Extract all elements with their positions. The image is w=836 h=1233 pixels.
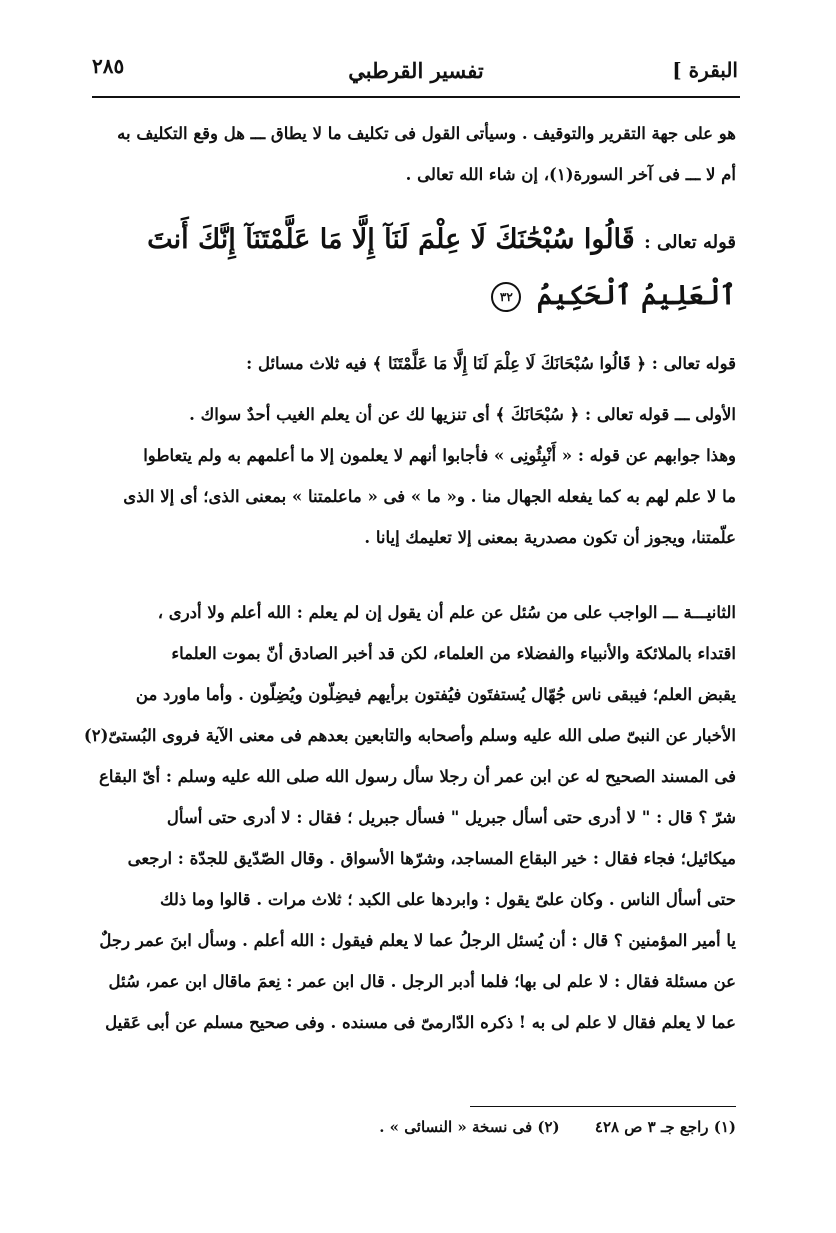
text-line: عن مسئلة فقال : لا علم لى بها؛ فلما أدبر الرجل . قال ابن عمر : نِعمَ ماقال ابن عمر، سُئل [108,972,736,991]
text-line: الثانيـــة ـــ الواجب على من سُئل عن علم أن يقول إن لم يعلم : الله أعلم ولا أدرى ، [157,603,736,622]
text-line: الأخبار عن النبىّ صلى الله عليه وسلم وأصحابه والتابعين بعدهم فى معنى الآية فروى البُستىّ(٢) [83,726,736,745]
text-line: أم لا ـــ فى آخر السورة(١)، إن شاء الله تعالى . [405,165,736,184]
page-header [92,46,740,96]
commentary-block-2 [76,592,736,1043]
text-line: ما لا علم لهم به كما يفعله الجهال منا . و« ما » فى « ماعلمتنا » بمعنى الذى؛ أى إلا الذى [123,487,736,506]
text-line: وهذا جوابهم عن قوله : « أَنْبِئُونِى » فأجابوا أنهم لا يعلمون إلا ما أعلمهم به ولم يتعاطوا [143,446,736,465]
text-line: حتى أسأل الناس . وكان علىّ يقول : وابردها على الكبد ؛ ثلاث مرات . قالوا وما ذلك [159,890,736,909]
text-line: قوله تعالى : ﴿ قَالُوا سُبْحَانَكَ لَا عِلْمَ لَنَا إِلَّا مَا عَلَّمْتَنَا ﴾ فيه ثلاث مسائل : [246,354,736,373]
text-line: عما لا يعلم فقال لا علم لى به ! ذكره الدّارمىّ فى مسنده . وفى صحيح مسلم عن أبى عَقيل [105,1013,736,1032]
verse-number-marker: ٣٢ [491,282,521,312]
text-line: علّمتنا، ويجوز أن تكون مصدرية بمعنى إلا تعليمك إيانا . [364,528,736,547]
footnote-1: (١) راجع جـ ٣ ص ٤٢٨ [594,1118,736,1136]
text-line: شرّ ؟ قال : " لا أدرى حتى أسأل جبريل " فسأل جبريل ؛ فقال : لا أدرى حتى أسأل [166,808,736,827]
verse-text-1: قَالُوا سُبْحَٰنَكَ لَا عِلْمَ لَنَآ إِلَّا مَا عَلَّمْتَنَآ إِنَّكَ أَنتَ [147,224,635,255]
surah-name: البقرة ] [672,58,738,82]
quran-verse [96,212,736,324]
footnote-2: (٢) فى نسخة « النسائى » . [379,1118,560,1136]
commentary-block-1 [76,343,736,558]
verse-line-2 [96,268,736,324]
page-number: ٢٨٥ [92,54,125,78]
running-title: تفسير القرطبي [348,58,484,83]
text-line: اقتداء بالملائكة والأنبياء والفضلاء من العلماء، لكن قد أخبر الصادق أنّ بموت العلماء [171,644,736,663]
verse-text-2: ٱلْعَلِيمُ ٱلْحَكِيمُ [536,280,736,311]
footnotes [300,1112,736,1142]
text-line: يا أمير المؤمنين ؟ قال : أن يُسئل الرجلُ عما لا يعلم فيقول : الله أعلم . وسأل ابنَ عمر رجلٌ [99,931,736,950]
text-line: يقبض العلم؛ فيبقى ناس جُهّال يُستفتَون فيُفتون برأيهم فيضِلّون ويُضِلّون . وأما ماورد من [135,685,736,704]
text-line: الأولى ـــ قوله تعالى : ﴿ سُبْحَانَكَ ﴾ أى تنزيها لك عن أن يعلم الغيب أحدٌ سواك . [189,405,736,424]
intro-paragraph [76,113,736,195]
text-line: ميكائيل؛ فجاء فقال : خير البقاع المساجد، وشرّها الأسواق . وقال الصّدّيق للجدّة : ارجعى [127,849,736,868]
verse-line-1 [96,212,736,268]
text-line: هو على جهة التقرير والتوقيف . وسيأتى القول فى تكليف ما لا يطاق ـــ هل وقع التكليف به [117,124,736,143]
header-rule [92,96,740,98]
footnote-rule [470,1106,736,1107]
verse-lead: قوله تعالى : [644,232,736,253]
text-line: فى المسند الصحيح له عن ابن عمر أن رجلا سأل رسول الله صلى الله عليه وسلم : أىّ البقاع [99,767,736,786]
